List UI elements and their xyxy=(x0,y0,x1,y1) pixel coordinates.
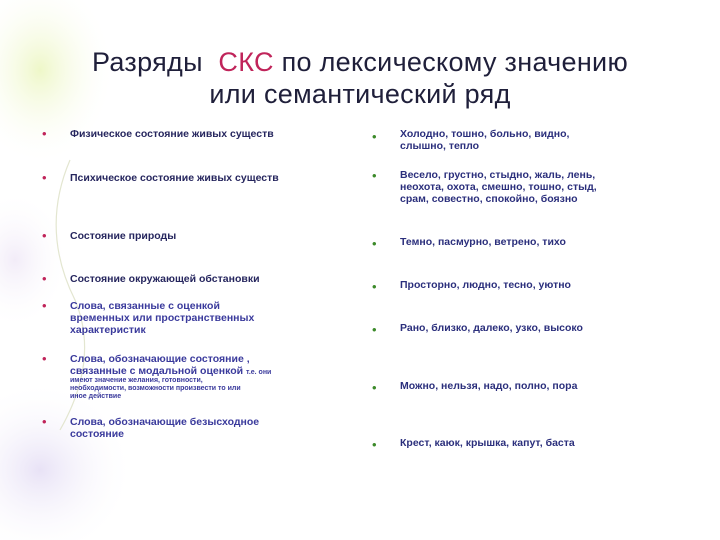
bullet-icon: • xyxy=(372,322,377,337)
left-item-6: Слова, обозначающие состояние , связанные с модальной оценкой т.е. они имеют значение желания, готовности, необходимости, возможности произвести то или иное действие xyxy=(70,353,272,400)
bullet-icon: • xyxy=(372,168,377,183)
title-line-1 xyxy=(40,46,680,78)
bullet-icon: • xyxy=(372,380,377,395)
bullet-icon: • xyxy=(42,228,47,243)
right-item-4: Просторно, людно, тесно, уютно xyxy=(400,279,571,291)
bullet-icon: • xyxy=(372,236,377,251)
bullet-icon: • xyxy=(42,298,47,313)
bullet-icon: • xyxy=(42,414,47,429)
left-item-4: Состояние окружающей обстановки xyxy=(70,273,260,285)
bullet-icon: • xyxy=(42,351,47,366)
title-part2: по лексическому значению xyxy=(281,47,628,77)
bullet-icon: • xyxy=(42,126,47,141)
bullet-icon: • xyxy=(42,170,47,185)
right-item-6: Можно, нельзя, надо, полно, пора xyxy=(400,380,578,392)
bullet-icon: • xyxy=(42,271,47,286)
left-item-1: Физическое состояние живых существ xyxy=(70,128,274,140)
left-item-3: Состояние природы xyxy=(70,230,177,242)
right-item-7: Крест, каюк, крышка, капут, баста xyxy=(400,437,575,449)
right-item-2: Весело, грустно, стыдно, жаль, лень, неохота, охота, смешно, тошно, стыд, срам, совестно, спокойно, боязно xyxy=(400,169,597,205)
left-item-5: Слова, связанные с оценкой временных или пространственных характеристик xyxy=(70,300,255,336)
balloon-lilac-mid xyxy=(0,190,70,330)
right-item-5: Рано, близко, далеко, узко, высоко xyxy=(400,322,583,334)
left-item-2: Психическое состояние живых существ xyxy=(70,172,279,184)
title-line-2: или семантический ряд xyxy=(209,79,511,109)
right-item-1: Холодно, тошно, больно, видно, слышно, тепло xyxy=(400,128,570,152)
title-accent: СКС xyxy=(218,47,274,77)
page-title xyxy=(40,46,680,110)
bullet-icon: • xyxy=(372,437,377,452)
balloon-lilac-bottom xyxy=(0,380,135,540)
right-item-3: Темно, пасмурно, ветрено, тихо xyxy=(400,236,566,248)
left-item-7: Слова, обозначающие безысходное состояние xyxy=(70,416,260,440)
bullet-icon: • xyxy=(372,279,377,294)
title-part1: Разряды xyxy=(92,47,203,77)
bullet-icon: • xyxy=(372,129,377,144)
